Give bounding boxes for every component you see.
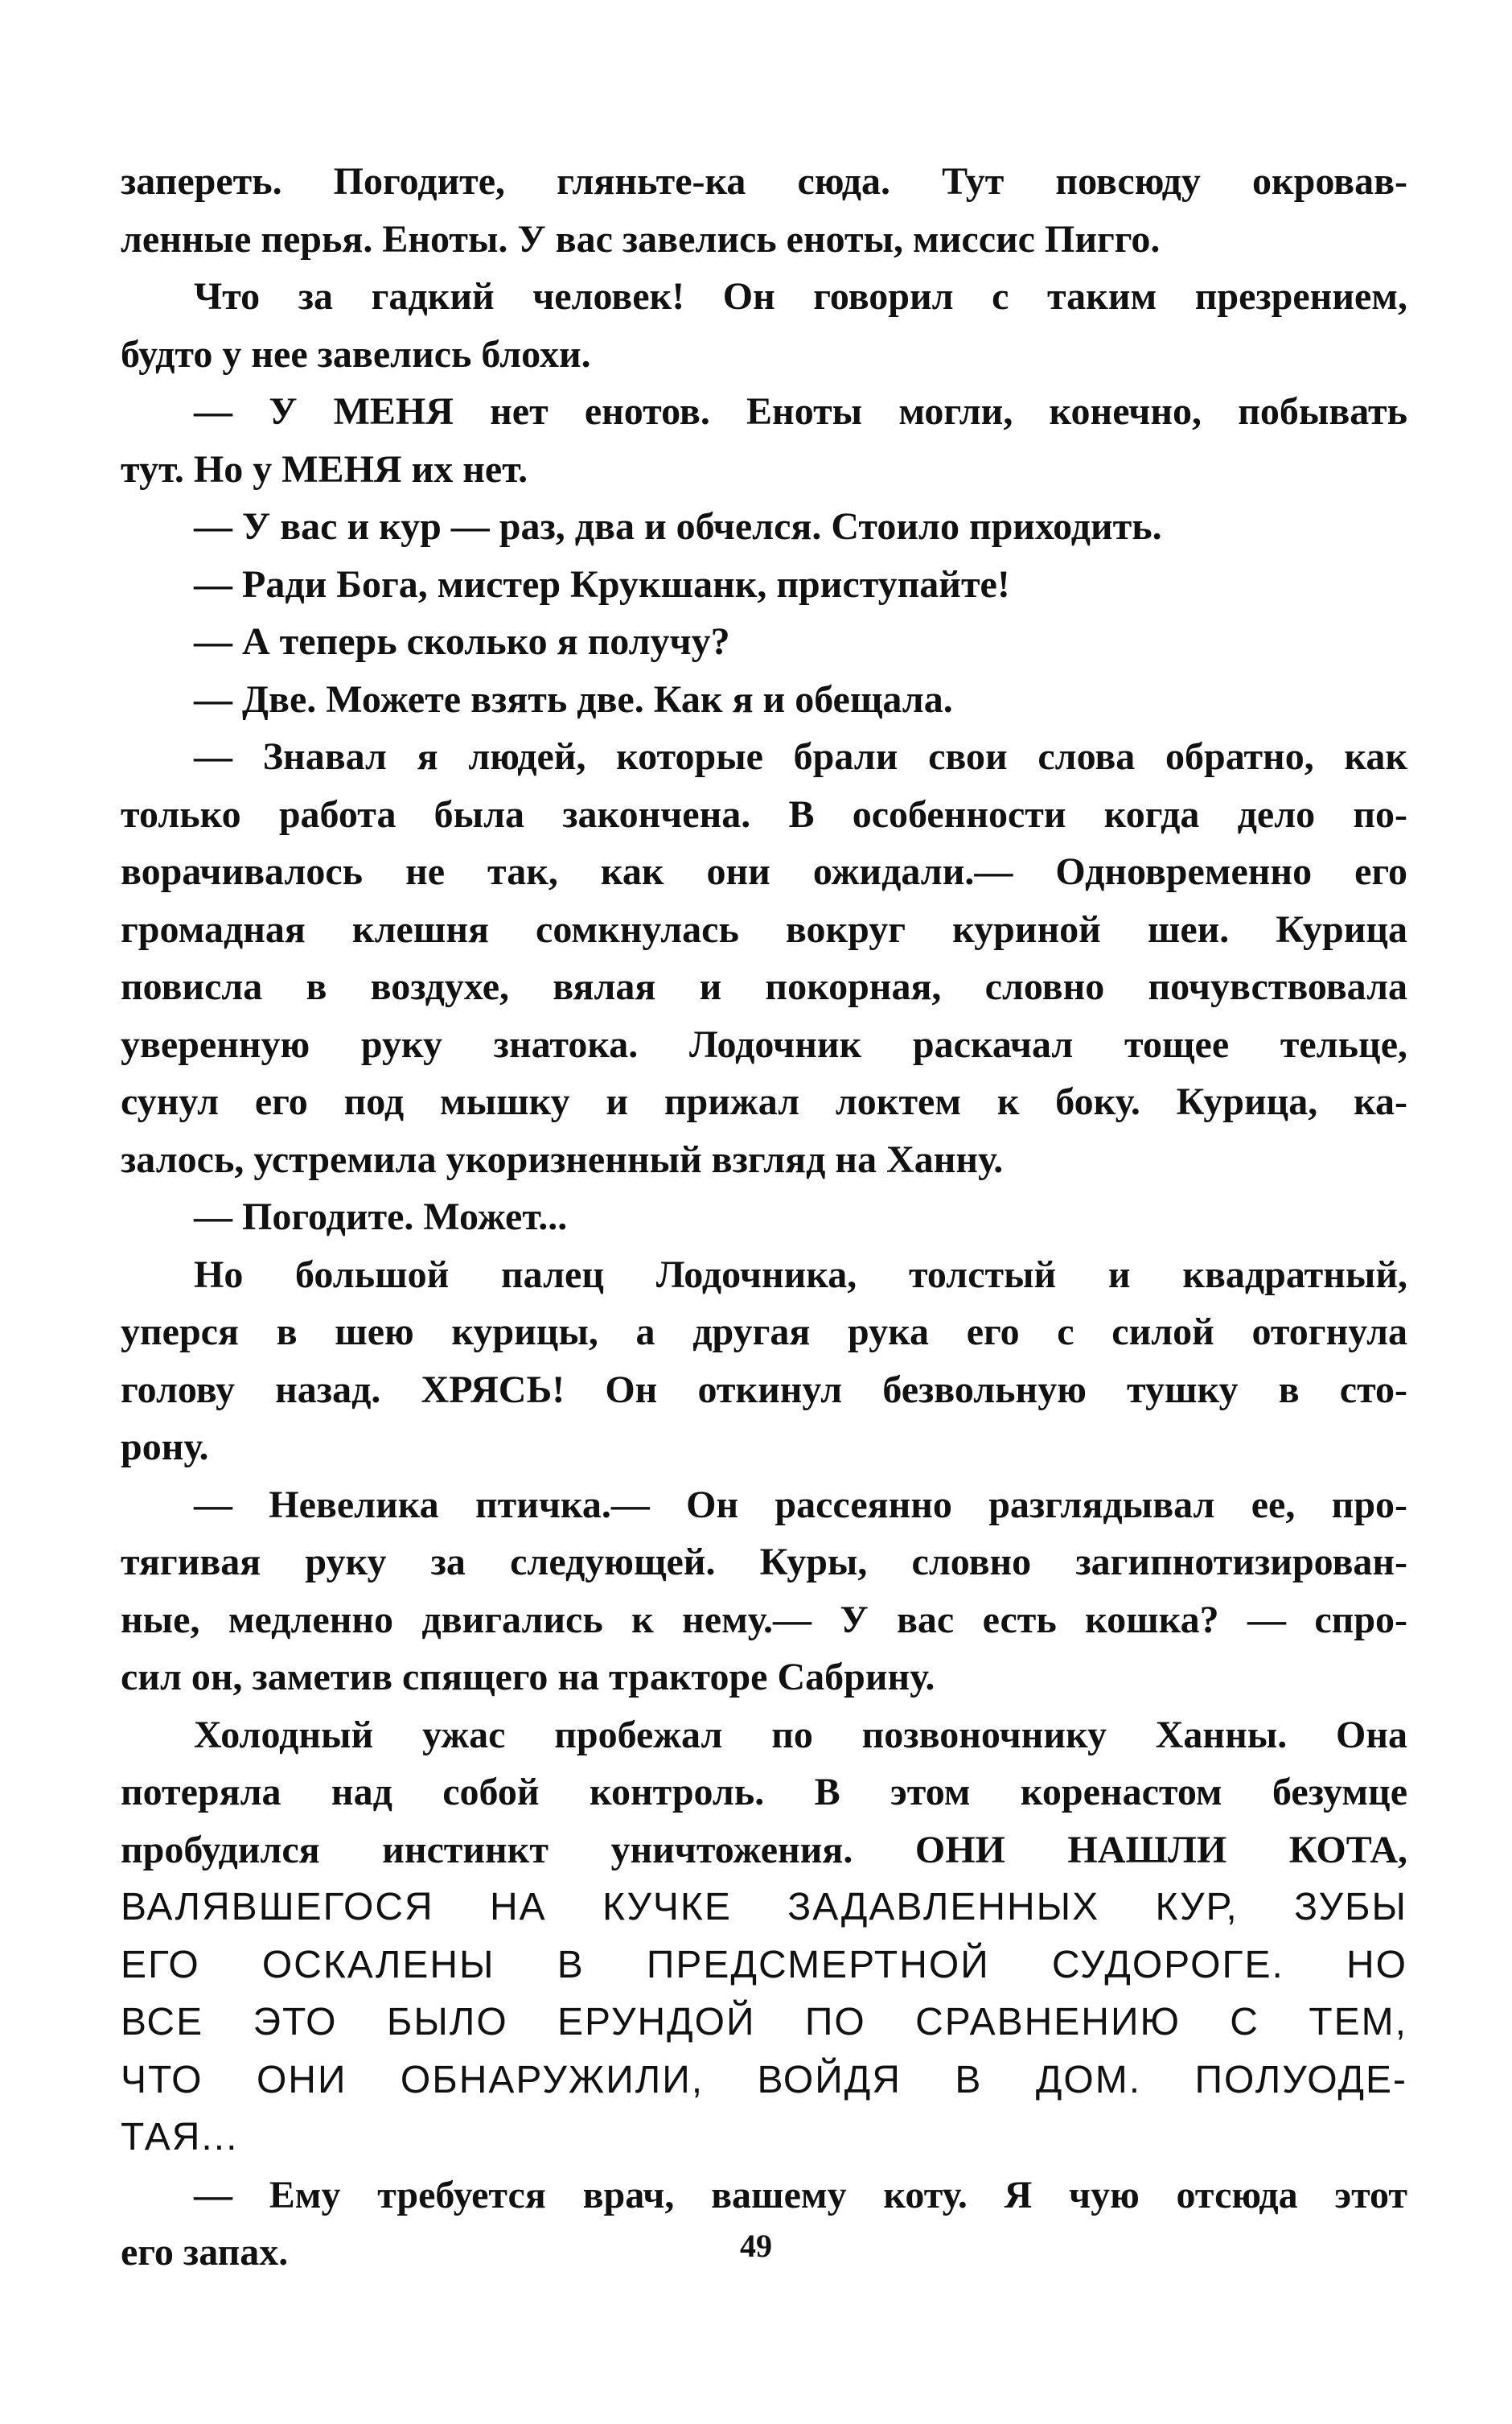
text-line-caps: ЧТО ОНИ ОБНАРУЖИЛИ, ВОЙДЯ В ДОМ. ПОЛУОДЕ- <box>121 2058 1407 2101</box>
text-line: — Ради Бога, мистер Крукшанк, приступайте! <box>194 562 1010 606</box>
text-line-caps: ЕГО ОСКАЛЕНЫ В ПРЕДСМЕРТНОЙ СУДОРОГЕ. НО <box>121 1943 1407 1986</box>
page-text <box>121 153 1407 2282</box>
text-line: ворачивалось не так, как они ожидали.— Одновременно его <box>121 850 1407 893</box>
text-line: его запах. <box>121 2231 289 2274</box>
text-line-caps: ТАЯ... <box>121 2116 239 2159</box>
text-line: — У МЕНЯ нет енотов. Еноты могли, конечно, побывать <box>194 390 1407 433</box>
text-line: — Ему требуется врач, вашему коту. Я чую отсюда этот <box>194 2173 1407 2216</box>
text-line: пробудился инстинкт уничтожения. ОНИ НАШЛИ КОТА, <box>121 1828 1407 1871</box>
text-line: ленные перья. Еноты. У вас завелись еноты, миссис Пигго. <box>121 217 1161 261</box>
text-line: уверенную руку знатока. Лодочник раскачал тощее тельце, <box>121 1023 1407 1066</box>
text-line: будто у нее завелись блохи. <box>121 332 591 376</box>
text-line: — Невелика птичка.— Он рассеянно разглядывал ее, про- <box>194 1483 1407 1526</box>
text-line: Холодный ужас пробежал по позвоночнику Ханны. Она <box>194 1713 1407 1756</box>
text-line: — А теперь сколько я получу? <box>194 620 730 663</box>
text-line: тут. Но у МЕНЯ их нет. <box>121 447 528 491</box>
text-line: сунул его под мышку и прижал локтем к боку. Курица, ка- <box>121 1080 1407 1123</box>
text-line: Но большой палец Лодочника, толстый и квадратный, <box>194 1253 1407 1296</box>
text-line: уперся в шею курицы, а другая рука его с силой отогнула <box>121 1311 1407 1353</box>
page-number: 49 <box>740 2228 772 2264</box>
text-line: Что за гадкий человек! Он говорил с таким презрением, <box>194 275 1407 318</box>
text-line-caps: ВСЕ ЭТО БЫЛО ЕРУНДОЙ ПО СРАВНЕНИЮ С ТЕМ, <box>121 2001 1407 2043</box>
text-line: громадная клешня сомкнулась вокруг куриной шеи. Курица <box>121 907 1407 951</box>
text-line: повисла в воздухе, вялая и покорная, словно почувствовала <box>121 965 1407 1008</box>
text-line: — У вас и кур — раз, два и обчелся. Стоило приходить. <box>194 505 1162 548</box>
text-line: — Две. Можете взять две. Как я и обещала. <box>194 677 953 721</box>
text-line: голову назад. ХРЯСЬ! Он откинул безвольную тушку в сто- <box>121 1368 1407 1411</box>
text-line-caps: ВАЛЯВШЕГОСЯ НА КУЧКЕ ЗАДАВЛЕННЫХ КУР, ЗУБЫ <box>121 1886 1407 1928</box>
text-line: залось, устремила укоризненный взгляд на Ханну. <box>121 1138 1004 1181</box>
text-line: сил он, заметив спящего на тракторе Сабрину. <box>121 1656 935 1698</box>
text-line: — Погодите. Может... <box>194 1196 568 1238</box>
text-line: тягивая руку за следующей. Куры, словно загипнотизирован- <box>121 1541 1407 1583</box>
text-line: только работа была закончена. В особенности когда дело по- <box>121 792 1407 836</box>
text-line: запереть. Погодите, гляньте-ка сюда. Тут повсюду окровав- <box>121 160 1407 203</box>
text-line: ные, медленно двигались к нему.— У вас есть кошка? — спро- <box>121 1598 1407 1641</box>
text-line: — Знавал я людей, которые брали свои слова обратно, как <box>194 735 1407 778</box>
text-line: потеряла над собой контроль. В этом коренастом безумце <box>121 1771 1407 1813</box>
text-line: рону. <box>121 1426 209 1468</box>
